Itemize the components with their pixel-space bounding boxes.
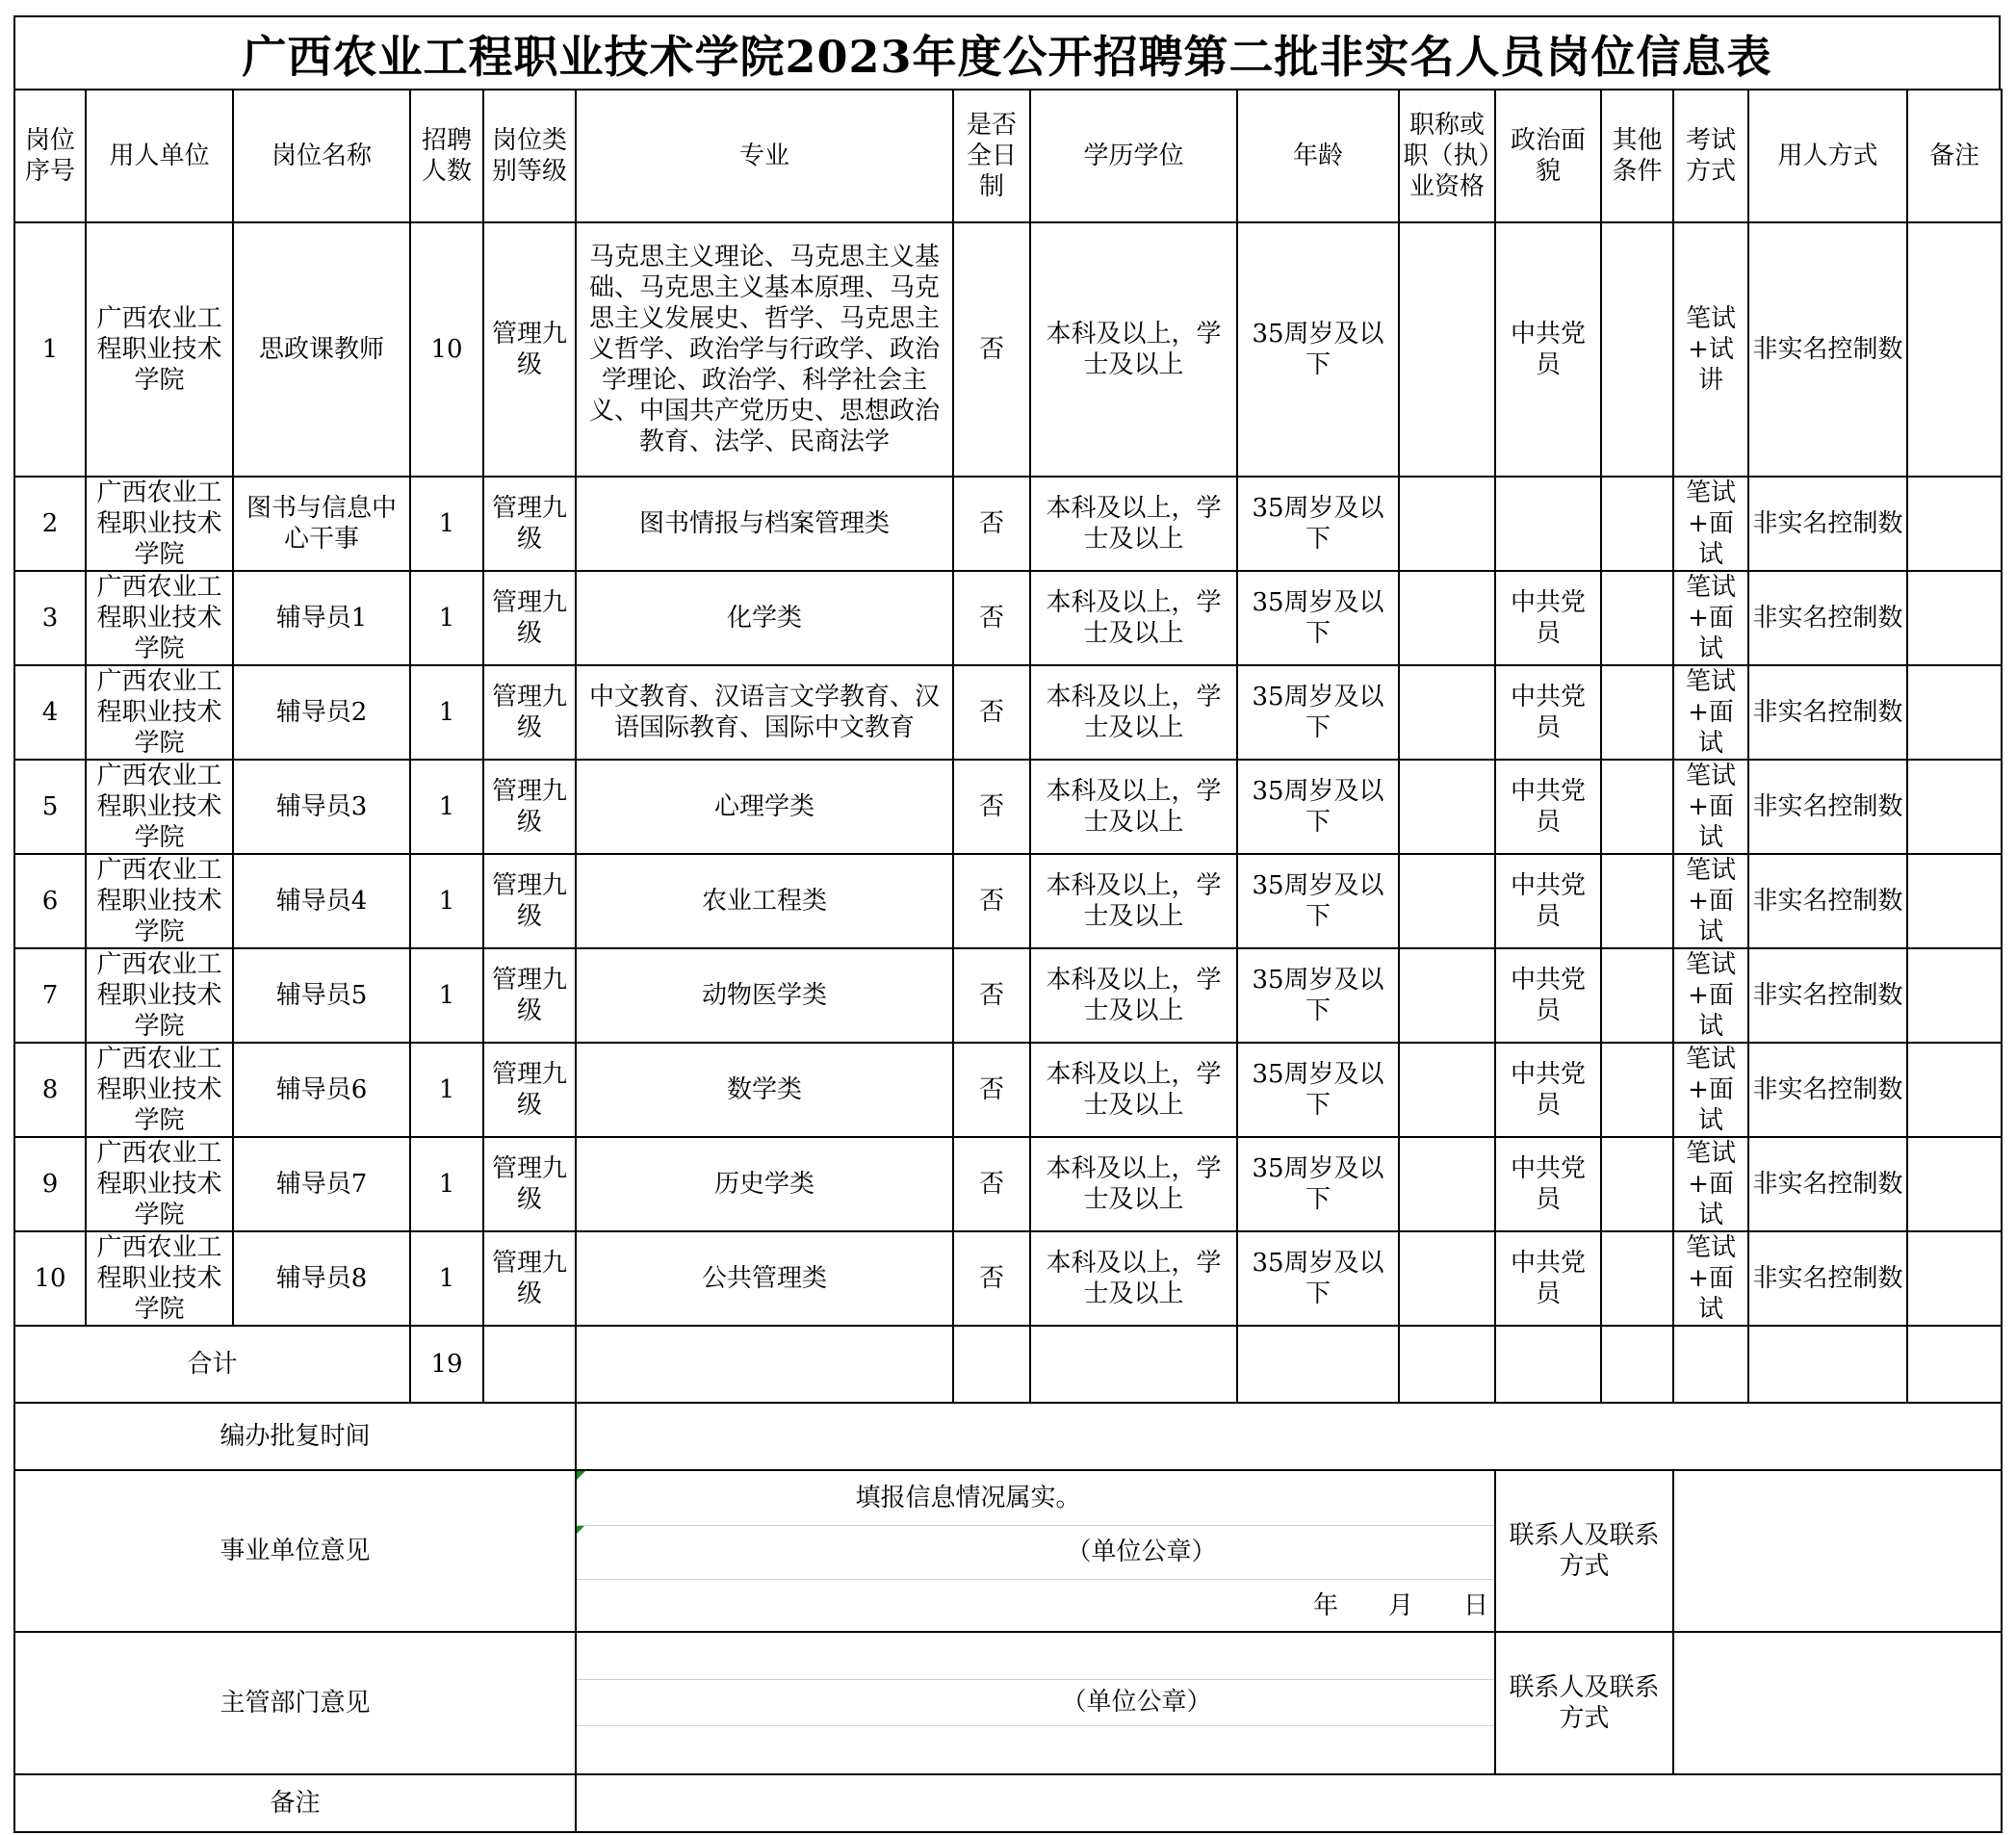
cell-count: 1 bbox=[410, 665, 483, 760]
cell-other bbox=[1601, 1043, 1673, 1137]
table-row bbox=[14, 1137, 2002, 1231]
cell-remark bbox=[1907, 854, 2002, 948]
dept-stamp: （单位公章） bbox=[1061, 1688, 1212, 1717]
cell-seq: 9 bbox=[14, 1137, 86, 1231]
cell-other bbox=[1601, 1231, 1673, 1326]
total-value: 19 bbox=[410, 1326, 483, 1403]
empty-cell bbox=[1673, 1326, 1748, 1403]
cell-education: 本科及以上，学士及以上 bbox=[1030, 1231, 1237, 1326]
table-row bbox=[14, 1043, 2002, 1137]
cell-qualification bbox=[1399, 1043, 1495, 1137]
cell-major: 心理学类 bbox=[576, 760, 953, 854]
cell-fulltime: 否 bbox=[953, 854, 1030, 948]
header-cell: 备注 bbox=[1907, 90, 2002, 222]
cell-major: 图书情报与档案管理类 bbox=[576, 477, 953, 571]
position-table bbox=[13, 89, 2003, 1833]
cell-political bbox=[1495, 477, 1601, 571]
cell-fulltime: 否 bbox=[953, 1043, 1030, 1137]
unit-stamp: （单位公章） bbox=[1066, 1538, 1217, 1566]
cell-seq: 5 bbox=[14, 760, 86, 854]
divider bbox=[577, 1725, 1494, 1726]
cell-employer: 广西农业工程职业技术学院 bbox=[86, 477, 233, 571]
cell-political: 中共党员 bbox=[1495, 571, 1601, 665]
header-cell: 考试方式 bbox=[1673, 90, 1748, 222]
cell-hiring-method: 非实名控制数 bbox=[1748, 222, 1907, 477]
cell-qualification bbox=[1399, 1137, 1495, 1231]
empty-cell bbox=[1495, 1326, 1601, 1403]
cell-grade: 管理九级 bbox=[483, 760, 576, 854]
cell-exam: 笔试+面试 bbox=[1673, 760, 1748, 854]
table-row bbox=[14, 854, 2002, 948]
cell-hiring-method: 非实名控制数 bbox=[1748, 854, 1907, 948]
dept-contact-value bbox=[1673, 1632, 2002, 1774]
cell-other bbox=[1601, 222, 1673, 477]
cell-count: 10 bbox=[410, 222, 483, 477]
cell-position: 辅导员8 bbox=[233, 1231, 410, 1326]
header-cell: 年龄 bbox=[1237, 90, 1399, 222]
cell-other bbox=[1601, 760, 1673, 854]
empty-cell bbox=[1030, 1326, 1237, 1403]
cell-major: 中文教育、汉语言文学教育、汉语国际教育、国际中文教育 bbox=[576, 665, 953, 760]
unit-opinion-content bbox=[577, 1471, 1494, 1631]
cell-position: 辅导员7 bbox=[233, 1137, 410, 1231]
cell-political: 中共党员 bbox=[1495, 760, 1601, 854]
header-cell: 用人单位 bbox=[86, 90, 233, 222]
table-row bbox=[14, 222, 2002, 477]
cell-grade: 管理九级 bbox=[483, 1137, 576, 1231]
empty-cell bbox=[1601, 1326, 1673, 1403]
cell-position: 辅导员3 bbox=[233, 760, 410, 854]
empty-cell bbox=[1237, 1326, 1399, 1403]
cell-other bbox=[1601, 571, 1673, 665]
cell-age: 35周岁及以下 bbox=[1237, 854, 1399, 948]
cell-major: 历史学类 bbox=[576, 1137, 953, 1231]
cell-age: 35周岁及以下 bbox=[1237, 948, 1399, 1043]
dept-opinion-row bbox=[14, 1632, 2002, 1774]
cell-fulltime: 否 bbox=[953, 222, 1030, 477]
cell-other bbox=[1601, 1137, 1673, 1231]
cell-political: 中共党员 bbox=[1495, 222, 1601, 477]
cell-exam: 笔试+面试 bbox=[1673, 665, 1748, 760]
unit-opinion-row bbox=[14, 1470, 2002, 1632]
cell-age: 35周岁及以下 bbox=[1237, 1137, 1399, 1231]
unit-date: 年 月 日 bbox=[1312, 1591, 1488, 1620]
cell-education: 本科及以上，学士及以上 bbox=[1030, 477, 1237, 571]
divider bbox=[577, 1525, 1494, 1526]
header-cell: 专业 bbox=[576, 90, 953, 222]
cell-other bbox=[1601, 477, 1673, 571]
cell-count: 1 bbox=[410, 477, 483, 571]
cell-qualification bbox=[1399, 571, 1495, 665]
cell-grade: 管理九级 bbox=[483, 477, 576, 571]
cell-education: 本科及以上，学士及以上 bbox=[1030, 665, 1237, 760]
cell-remark bbox=[1907, 1137, 2002, 1231]
cell-exam: 笔试+面试 bbox=[1673, 1231, 1748, 1326]
cell-hiring-method: 非实名控制数 bbox=[1748, 760, 1907, 854]
table-row bbox=[14, 1231, 2002, 1326]
cell-remark bbox=[1907, 571, 2002, 665]
cell-education: 本科及以上，学士及以上 bbox=[1030, 1043, 1237, 1137]
cell-exam: 笔试+面试 bbox=[1673, 854, 1748, 948]
remarks-value bbox=[576, 1774, 2002, 1832]
cell-qualification bbox=[1399, 854, 1495, 948]
header-cell: 职称或职（执）业资格 bbox=[1399, 90, 1495, 222]
cell-position: 辅导员6 bbox=[233, 1043, 410, 1137]
cell-education: 本科及以上，学士及以上 bbox=[1030, 854, 1237, 948]
cell-major: 马克思主义理论、马克思主义基础、马克思主义基本原理、马克思主义发展史、哲学、马克思主义哲学、政治学与行政学、政治学理论、政治学、科学社会主义、中国共产党历史、思想政治教育、法学、民商法学 bbox=[576, 222, 953, 477]
cell-employer: 广西农业工程职业技术学院 bbox=[86, 665, 233, 760]
approval-time-value bbox=[576, 1403, 2002, 1470]
empty-cell bbox=[1399, 1326, 1495, 1403]
divider bbox=[577, 1579, 1494, 1580]
cell-qualification bbox=[1399, 948, 1495, 1043]
cell-fulltime: 否 bbox=[953, 1137, 1030, 1231]
cell-seq: 8 bbox=[14, 1043, 86, 1137]
cell-major: 公共管理类 bbox=[576, 1231, 953, 1326]
cell-grade: 管理九级 bbox=[483, 571, 576, 665]
cell-remark bbox=[1907, 1043, 2002, 1137]
cell-employer: 广西农业工程职业技术学院 bbox=[86, 222, 233, 477]
cell-political: 中共党员 bbox=[1495, 1043, 1601, 1137]
cell-fulltime: 否 bbox=[953, 948, 1030, 1043]
cell-employer: 广西农业工程职业技术学院 bbox=[86, 760, 233, 854]
cell-position: 辅导员4 bbox=[233, 854, 410, 948]
table-row bbox=[14, 665, 2002, 760]
cell-employer: 广西农业工程职业技术学院 bbox=[86, 571, 233, 665]
cell-grade: 管理九级 bbox=[483, 1043, 576, 1137]
cell-count: 1 bbox=[410, 571, 483, 665]
cell-qualification bbox=[1399, 477, 1495, 571]
cell-qualification bbox=[1399, 760, 1495, 854]
cell-count: 1 bbox=[410, 854, 483, 948]
cell-hiring-method: 非实名控制数 bbox=[1748, 948, 1907, 1043]
dept-opinion-label: 主管部门意见 bbox=[14, 1632, 576, 1774]
cell-seq: 6 bbox=[14, 854, 86, 948]
cell-exam: 笔试+面试 bbox=[1673, 1043, 1748, 1137]
cell-count: 1 bbox=[410, 760, 483, 854]
cell-seq: 4 bbox=[14, 665, 86, 760]
total-label: 合计 bbox=[14, 1326, 410, 1403]
cell-employer: 广西农业工程职业技术学院 bbox=[86, 854, 233, 948]
cell-education: 本科及以上，学士及以上 bbox=[1030, 948, 1237, 1043]
cell-remark bbox=[1907, 222, 2002, 477]
header-cell: 是否全日制 bbox=[953, 90, 1030, 222]
cell-remark bbox=[1907, 948, 2002, 1043]
cell-political: 中共党员 bbox=[1495, 948, 1601, 1043]
cell-hiring-method: 非实名控制数 bbox=[1748, 1231, 1907, 1326]
cell-seq: 10 bbox=[14, 1231, 86, 1326]
remarks-label: 备注 bbox=[14, 1774, 576, 1832]
cell-count: 1 bbox=[410, 1137, 483, 1231]
cell-age: 35周岁及以下 bbox=[1237, 665, 1399, 760]
cell-hiring-method: 非实名控制数 bbox=[1748, 665, 1907, 760]
header-cell: 用人方式 bbox=[1748, 90, 1907, 222]
cell-political: 中共党员 bbox=[1495, 1137, 1601, 1231]
cell-major: 化学类 bbox=[576, 571, 953, 665]
cell-qualification bbox=[1399, 665, 1495, 760]
empty-cell bbox=[576, 1326, 953, 1403]
cell-grade: 管理九级 bbox=[483, 222, 576, 477]
cell-fulltime: 否 bbox=[953, 760, 1030, 854]
empty-cell bbox=[953, 1326, 1030, 1403]
cell-hiring-method: 非实名控制数 bbox=[1748, 477, 1907, 571]
cell-age: 35周岁及以下 bbox=[1237, 760, 1399, 854]
cell-grade: 管理九级 bbox=[483, 1231, 576, 1326]
cell-seq: 2 bbox=[14, 477, 86, 571]
cell-seq: 7 bbox=[14, 948, 86, 1043]
cell-grade: 管理九级 bbox=[483, 948, 576, 1043]
cell-hiring-method: 非实名控制数 bbox=[1748, 1137, 1907, 1231]
cell-age: 35周岁及以下 bbox=[1237, 222, 1399, 477]
cell-major: 动物医学类 bbox=[576, 948, 953, 1043]
cell-exam: 笔试+面试 bbox=[1673, 948, 1748, 1043]
approval-time-label: 编办批复时间 bbox=[14, 1403, 576, 1470]
cell-education: 本科及以上，学士及以上 bbox=[1030, 1137, 1237, 1231]
header-cell: 招聘人数 bbox=[410, 90, 483, 222]
unit-contact-label: 联系人及联系方式 bbox=[1495, 1470, 1673, 1632]
cell-other bbox=[1601, 854, 1673, 948]
header-cell: 岗位名称 bbox=[233, 90, 410, 222]
cell-education: 本科及以上，学士及以上 bbox=[1030, 571, 1237, 665]
divider bbox=[577, 1679, 1494, 1680]
cell-employer: 广西农业工程职业技术学院 bbox=[86, 1231, 233, 1326]
unit-contact-value bbox=[1673, 1470, 2002, 1632]
cell-position: 思政课教师 bbox=[233, 222, 410, 477]
dept-opinion-box bbox=[576, 1632, 1495, 1774]
dept-opinion-content bbox=[577, 1633, 1494, 1773]
cell-other bbox=[1601, 948, 1673, 1043]
header-cell: 政治面貌 bbox=[1495, 90, 1601, 222]
table-row bbox=[14, 477, 2002, 571]
remarks-row bbox=[14, 1774, 2002, 1832]
cell-fulltime: 否 bbox=[953, 571, 1030, 665]
cell-qualification bbox=[1399, 1231, 1495, 1326]
cell-position: 图书与信息中心干事 bbox=[233, 477, 410, 571]
cell-exam: 笔试+试讲 bbox=[1673, 222, 1748, 477]
dept-contact-label: 联系人及联系方式 bbox=[1495, 1632, 1673, 1774]
cell-count: 1 bbox=[410, 948, 483, 1043]
cell-employer: 广西农业工程职业技术学院 bbox=[86, 1043, 233, 1137]
approval-time-row bbox=[14, 1403, 2002, 1470]
cell-position: 辅导员2 bbox=[233, 665, 410, 760]
cell-exam: 笔试+面试 bbox=[1673, 571, 1748, 665]
cell-major: 农业工程类 bbox=[576, 854, 953, 948]
cell-age: 35周岁及以下 bbox=[1237, 571, 1399, 665]
cell-age: 35周岁及以下 bbox=[1237, 477, 1399, 571]
cell-position: 辅导员5 bbox=[233, 948, 410, 1043]
empty-cell bbox=[1748, 1326, 1907, 1403]
unit-opinion-label: 事业单位意见 bbox=[14, 1470, 576, 1632]
cell-other bbox=[1601, 665, 1673, 760]
cell-fulltime: 否 bbox=[953, 665, 1030, 760]
header-cell: 岗位序号 bbox=[14, 90, 86, 222]
total-row bbox=[14, 1326, 2002, 1403]
cell-hiring-method: 非实名控制数 bbox=[1748, 571, 1907, 665]
cell-remark bbox=[1907, 760, 2002, 854]
cell-hiring-method: 非实名控制数 bbox=[1748, 1043, 1907, 1137]
cell-political: 中共党员 bbox=[1495, 1231, 1601, 1326]
cell-grade: 管理九级 bbox=[483, 665, 576, 760]
cell-political: 中共党员 bbox=[1495, 665, 1601, 760]
cell-seq: 1 bbox=[14, 222, 86, 477]
header-cell: 其他条件 bbox=[1601, 90, 1673, 222]
cell-education: 本科及以上，学士及以上 bbox=[1030, 760, 1237, 854]
table-header-row bbox=[14, 90, 2002, 222]
table-row bbox=[14, 760, 2002, 854]
table-row bbox=[14, 571, 2002, 665]
cell-employer: 广西农业工程职业技术学院 bbox=[86, 1137, 233, 1231]
empty-cell bbox=[483, 1326, 576, 1403]
empty-cell bbox=[1907, 1326, 2002, 1403]
cell-age: 35周岁及以下 bbox=[1237, 1231, 1399, 1326]
cell-exam: 笔试+面试 bbox=[1673, 1137, 1748, 1231]
cell-political: 中共党员 bbox=[1495, 854, 1601, 948]
cell-exam: 笔试+面试 bbox=[1673, 477, 1748, 571]
cell-grade: 管理九级 bbox=[483, 854, 576, 948]
table-row bbox=[14, 948, 2002, 1043]
header-cell: 学历学位 bbox=[1030, 90, 1237, 222]
cell-position: 辅导员1 bbox=[233, 571, 410, 665]
cell-fulltime: 否 bbox=[953, 1231, 1030, 1326]
cell-comment-marker bbox=[577, 1471, 585, 1480]
cell-education: 本科及以上，学士及以上 bbox=[1030, 222, 1237, 477]
unit-statement: 填报信息情况属实。 bbox=[855, 1484, 1081, 1512]
cell-remark bbox=[1907, 477, 2002, 571]
cell-remark bbox=[1907, 665, 2002, 760]
cell-seq: 3 bbox=[14, 571, 86, 665]
cell-count: 1 bbox=[410, 1231, 483, 1326]
cell-age: 35周岁及以下 bbox=[1237, 1043, 1399, 1137]
cell-count: 1 bbox=[410, 1043, 483, 1137]
cell-fulltime: 否 bbox=[953, 477, 1030, 571]
cell-remark bbox=[1907, 1231, 2002, 1326]
cell-qualification bbox=[1399, 222, 1495, 477]
unit-opinion-box bbox=[576, 1470, 1495, 1632]
cell-employer: 广西农业工程职业技术学院 bbox=[86, 948, 233, 1043]
page-title: 广西农业工程职业技术学院2023年度公开招聘第二批非实名人员岗位信息表 bbox=[13, 15, 2001, 90]
header-cell: 岗位类别等级 bbox=[483, 90, 576, 222]
cell-comment-marker bbox=[577, 1525, 585, 1534]
cell-major: 数学类 bbox=[576, 1043, 953, 1137]
